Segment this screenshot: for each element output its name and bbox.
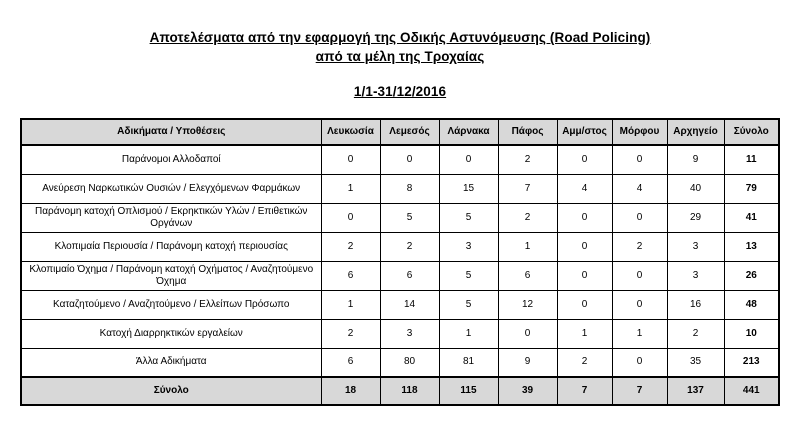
total-cell: 7 <box>612 377 667 405</box>
count-cell: 35 <box>667 348 724 377</box>
count-cell: 6 <box>498 261 557 290</box>
count-cell: 1 <box>498 232 557 261</box>
row-total-cell: 48 <box>724 290 779 319</box>
table-row <box>21 261 779 290</box>
column-header-headquarters: Αρχηγείο <box>667 119 724 145</box>
column-header-total: Σύνολο <box>724 119 779 145</box>
count-cell: 0 <box>557 145 612 174</box>
count-cell: 5 <box>439 290 498 319</box>
count-cell: 0 <box>612 261 667 290</box>
count-cell: 3 <box>380 319 439 348</box>
count-cell: 0 <box>557 232 612 261</box>
grand-total-cell: 441 <box>724 377 779 405</box>
count-cell: 7 <box>498 174 557 203</box>
count-cell: 4 <box>557 174 612 203</box>
count-cell: 0 <box>439 145 498 174</box>
count-cell: 2 <box>557 348 612 377</box>
report-subtitle: από τα μέλη της Τροχαίας <box>315 49 485 64</box>
count-cell: 2 <box>498 145 557 174</box>
row-total-cell: 79 <box>724 174 779 203</box>
count-cell: 1 <box>557 319 612 348</box>
table-row <box>21 232 779 261</box>
table-row <box>21 145 779 174</box>
count-cell: 1 <box>321 290 380 319</box>
table-body <box>21 145 779 377</box>
table-row <box>21 174 779 203</box>
count-cell: 81 <box>439 348 498 377</box>
count-cell: 1 <box>321 174 380 203</box>
count-cell: 14 <box>380 290 439 319</box>
count-cell: 5 <box>380 203 439 232</box>
total-row-label: Σύνολο <box>21 377 321 405</box>
total-cell: 118 <box>380 377 439 405</box>
count-cell: 3 <box>667 232 724 261</box>
results-table <box>20 118 780 406</box>
column-header-famagusta: Αμμ/στος <box>557 119 612 145</box>
count-cell: 8 <box>380 174 439 203</box>
total-cell: 137 <box>667 377 724 405</box>
count-cell: 0 <box>612 145 667 174</box>
offence-label-cell: Άλλα Αδικήματα <box>21 348 321 377</box>
count-cell: 6 <box>321 261 380 290</box>
total-cell: 18 <box>321 377 380 405</box>
count-cell: 0 <box>612 203 667 232</box>
offence-label-cell: Παράνομοι Αλλοδαποί <box>21 145 321 174</box>
table-row <box>21 203 779 232</box>
count-cell: 5 <box>439 203 498 232</box>
row-total-cell: 41 <box>724 203 779 232</box>
column-header-offences: Αδικήματα / Υποθέσεις <box>21 119 321 145</box>
column-header-paphos: Πάφος <box>498 119 557 145</box>
count-cell: 2 <box>498 203 557 232</box>
count-cell: 40 <box>667 174 724 203</box>
total-cell: 7 <box>557 377 612 405</box>
count-cell: 2 <box>380 232 439 261</box>
count-cell: 29 <box>667 203 724 232</box>
row-total-cell: 213 <box>724 348 779 377</box>
report-period: 1/1-31/12/2016 <box>353 84 447 99</box>
count-cell: 2 <box>612 232 667 261</box>
count-cell: 0 <box>321 145 380 174</box>
count-cell: 6 <box>321 348 380 377</box>
offence-label-cell: Παράνομη κατοχή Οπλισμού / Εκρηκτικών Υλών / Επιθετικών Οργάνων <box>21 203 321 232</box>
count-cell: 0 <box>557 290 612 319</box>
count-cell: 0 <box>612 290 667 319</box>
count-cell: 0 <box>557 203 612 232</box>
count-cell: 1 <box>612 319 667 348</box>
column-header-limassol: Λεμεσός <box>380 119 439 145</box>
count-cell: 6 <box>380 261 439 290</box>
row-total-cell: 13 <box>724 232 779 261</box>
total-cell: 115 <box>439 377 498 405</box>
offence-label-cell: Κατοχή Διαρρηκτικών εργαλείων <box>21 319 321 348</box>
table-total-row <box>21 377 779 405</box>
row-total-cell: 11 <box>724 145 779 174</box>
count-cell: 0 <box>321 203 380 232</box>
offence-label-cell: Κλοπιμαία Περιουσία / Παράνομη κατοχή περιουσίας <box>21 232 321 261</box>
table-row <box>21 348 779 377</box>
count-cell: 9 <box>498 348 557 377</box>
count-cell: 0 <box>557 261 612 290</box>
count-cell: 15 <box>439 174 498 203</box>
table-header-row <box>21 119 779 145</box>
count-cell: 2 <box>321 232 380 261</box>
count-cell: 12 <box>498 290 557 319</box>
count-cell: 2 <box>321 319 380 348</box>
count-cell: 0 <box>612 348 667 377</box>
offence-label-cell: Καταζητούμενο / Αναζητούμενο / Ελλείπων Πρόσωπο <box>21 290 321 319</box>
column-header-nicosia: Λευκωσία <box>321 119 380 145</box>
count-cell: 3 <box>439 232 498 261</box>
column-header-larnaca: Λάρνακα <box>439 119 498 145</box>
count-cell: 80 <box>380 348 439 377</box>
report-title: Αποτελέσματα από την εφαρμογή της Οδικής Αστυνόμευσης (Road Policing) <box>149 30 651 45</box>
column-header-morphou: Μόρφου <box>612 119 667 145</box>
row-total-cell: 10 <box>724 319 779 348</box>
count-cell: 4 <box>612 174 667 203</box>
table-row <box>21 290 779 319</box>
count-cell: 9 <box>667 145 724 174</box>
offence-label-cell: Κλοπιμαίο Όχημα / Παράνομη κατοχή Οχήματος / Αναζητούμενο Όχημα <box>21 261 321 290</box>
count-cell: 16 <box>667 290 724 319</box>
count-cell: 0 <box>380 145 439 174</box>
count-cell: 0 <box>498 319 557 348</box>
row-total-cell: 26 <box>724 261 779 290</box>
total-cell: 39 <box>498 377 557 405</box>
count-cell: 1 <box>439 319 498 348</box>
table-row <box>21 319 779 348</box>
count-cell: 2 <box>667 319 724 348</box>
count-cell: 3 <box>667 261 724 290</box>
offence-label-cell: Ανεύρεση Ναρκωτικών Ουσιών / Ελεγχόμενων Φαρμάκων <box>21 174 321 203</box>
count-cell: 5 <box>439 261 498 290</box>
